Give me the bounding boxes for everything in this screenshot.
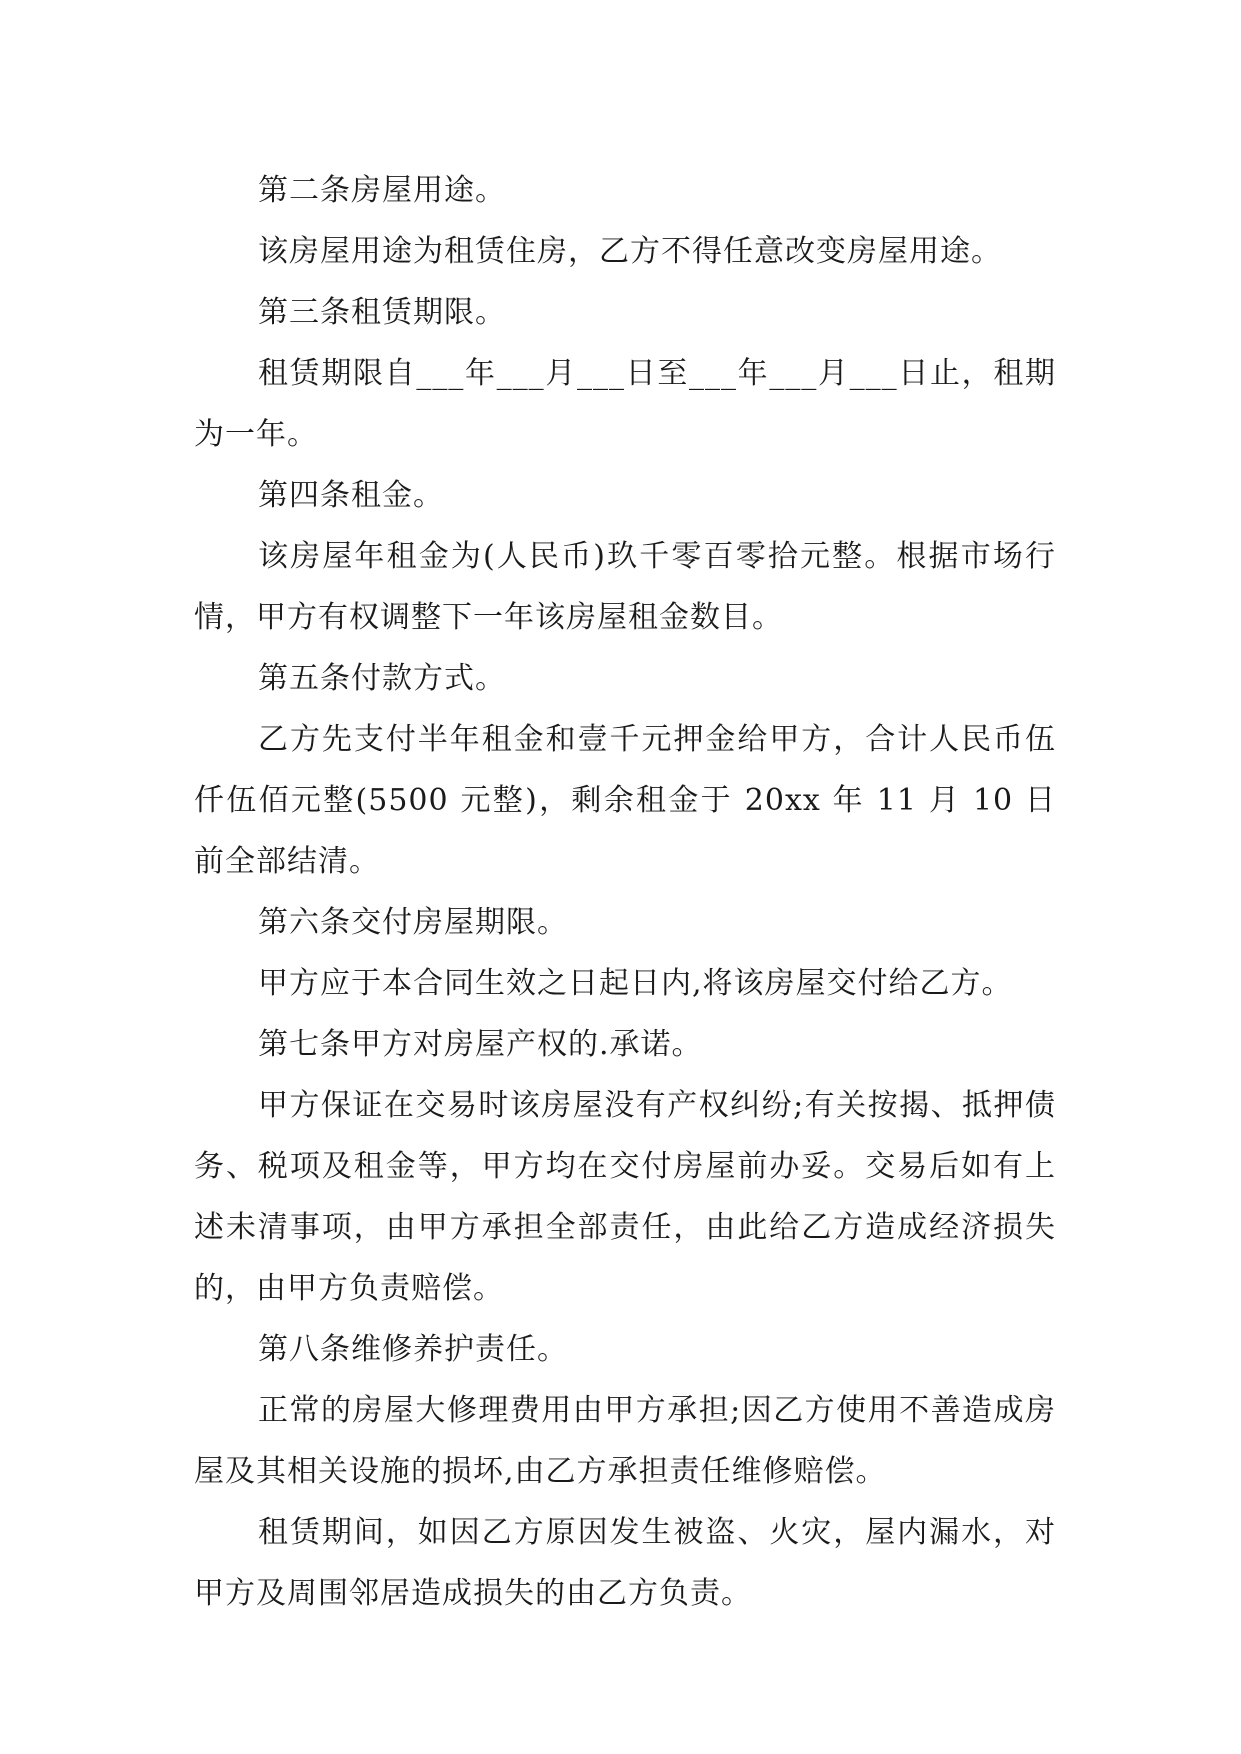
article-2-heading: 第二条房屋用途。 <box>258 173 506 208</box>
article-7-heading: 第七条甲方对房屋产权的.承诺。 <box>258 1027 703 1062</box>
article-8-heading: 第八条维修养护责任。 <box>258 1332 568 1367</box>
article-8-body-continued: 租赁期间，如因乙方原因发生被盗、火灾，屋内漏水，对甲方及周围邻居造成损失的由乙方负责。 <box>194 1515 1056 1611</box>
article-8-body: 正常的房屋大修理费用由甲方承担;因乙方使用不善造成房屋及其相关设施的损坏,由乙方承担责任维修赔偿。 <box>194 1393 1056 1489</box>
article-2-body: 该房屋用途为租赁住房，乙方不得任意改变房屋用途。 <box>258 234 1002 269</box>
article-6-heading: 第六条交付房屋期限。 <box>258 905 568 940</box>
document-body <box>194 160 1056 1624</box>
article-3-heading: 第三条租赁期限。 <box>258 295 506 330</box>
article-4-body: 该房屋年租金为(人民币)玖千零百零拾元整。根据市场行情，甲方有权调整下一年该房屋租金数目。 <box>194 539 1056 635</box>
article-5-heading: 第五条付款方式。 <box>258 661 506 696</box>
article-3-body: 租赁期限自___年___月___日至___年___月___日止，租期为一年。 <box>194 356 1056 452</box>
article-6-body: 甲方应于本合同生效之日起日内,将该房屋交付给乙方。 <box>258 966 1013 1001</box>
article-7-body: 甲方保证在交易时该房屋没有产权纠纷;有关按揭、抵押债务、税项及租金等，甲方均在交付房屋前办妥。交易后如有上述未清事项，由甲方承担全部责任，由此给乙方造成经济损失的，由甲方负责赔偿。 <box>194 1088 1056 1306</box>
article-5-body: 乙方先支付半年租金和壹千元押金给甲方，合计人民币伍仟伍佰元整(5500 元整)，剩余租金于 20xx 年 11 月 10 日前全部结清。 <box>194 722 1056 879</box>
article-4-heading: 第四条租金。 <box>258 478 444 513</box>
